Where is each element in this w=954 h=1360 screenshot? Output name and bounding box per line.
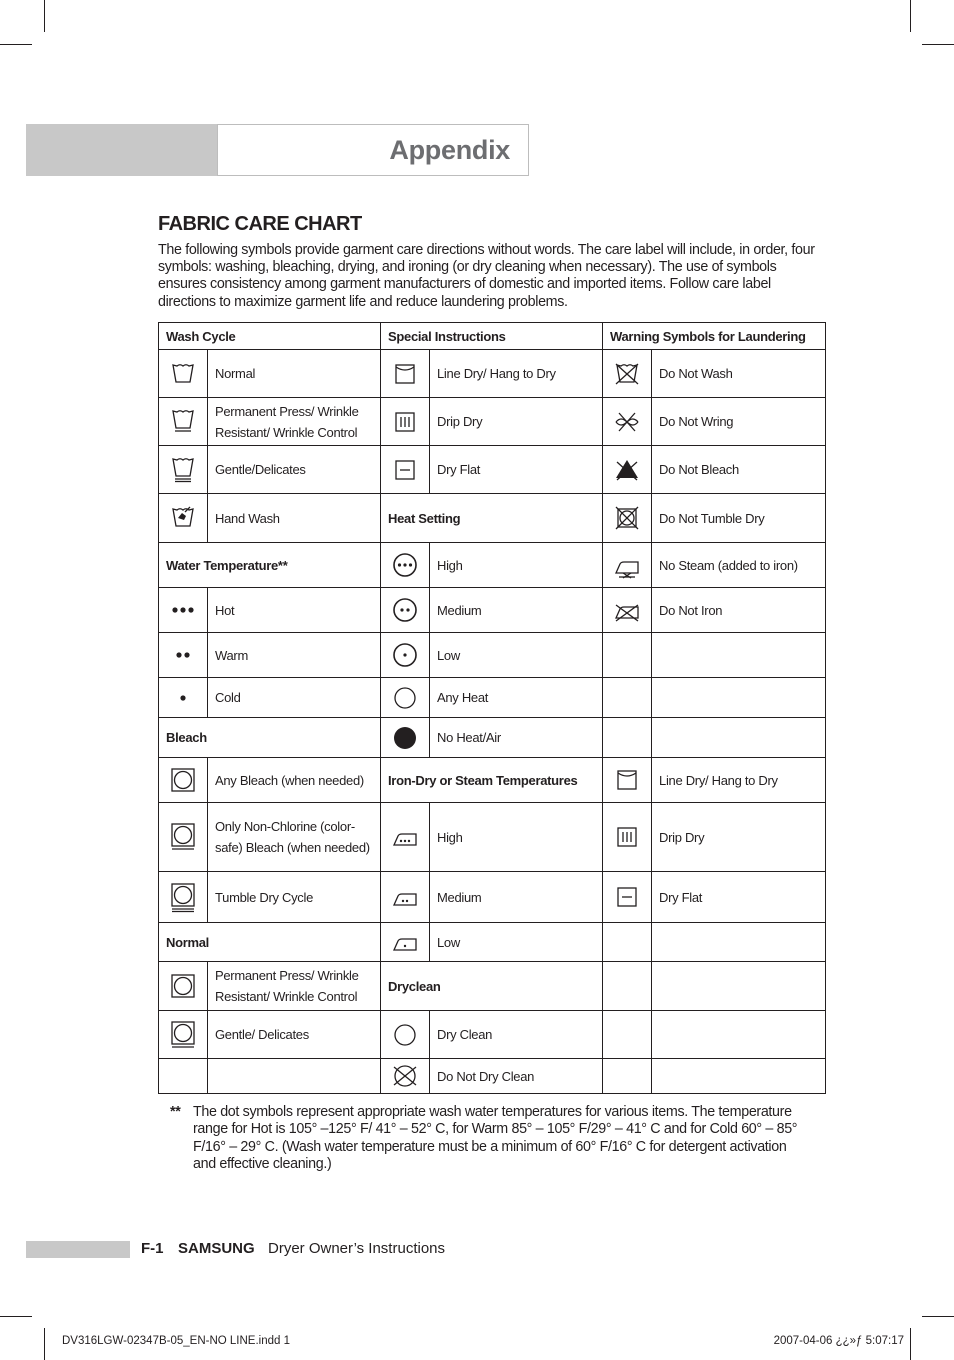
line-dry-icon bbox=[391, 360, 419, 388]
label-cell: No Steam (added to iron) bbox=[652, 543, 826, 588]
do-not-wring-icon bbox=[613, 408, 641, 436]
symbol-cell bbox=[603, 923, 652, 962]
symbol-cell bbox=[381, 446, 430, 494]
symbol-cell bbox=[159, 1059, 208, 1094]
symbol-cell bbox=[159, 962, 208, 1011]
brand-name: SAMSUNG bbox=[178, 1240, 255, 1257]
label-cell bbox=[652, 962, 826, 1011]
label-cell: Any Bleach (when needed) bbox=[208, 758, 381, 803]
label-cell: Low bbox=[430, 923, 603, 962]
symbol-cell bbox=[381, 633, 430, 678]
label-cell: Only Non-Chlorine (color-safe) Bleach (when needed) bbox=[208, 803, 381, 872]
table-row bbox=[159, 962, 826, 1011]
section-header-cell: Water Temperature** bbox=[159, 543, 381, 588]
label-cell: Dry Clean bbox=[430, 1011, 603, 1059]
label-cell bbox=[652, 1011, 826, 1059]
footnote-marker: ** bbox=[170, 1104, 181, 1120]
column-header: Special Instructions bbox=[381, 323, 603, 350]
three-dots-icon bbox=[169, 596, 197, 624]
slug-timestamp: 2007-04-06 ¿¿»ƒ 5:07:17 bbox=[773, 1335, 904, 1347]
symbol-cell bbox=[603, 803, 652, 872]
tumble-permanent-press-icon bbox=[169, 1019, 197, 1051]
symbol-cell bbox=[159, 446, 208, 494]
iron-high-icon bbox=[391, 823, 419, 851]
label-cell: Line Dry/ Hang to Dry bbox=[652, 758, 826, 803]
label-cell: Gentle/Delicates bbox=[208, 446, 381, 494]
two-dots-icon bbox=[169, 641, 197, 669]
table-row bbox=[159, 588, 826, 633]
label-cell: No Heat/Air bbox=[430, 718, 603, 758]
label-cell bbox=[208, 1059, 381, 1094]
document-title: Dryer Owner’s Instructions bbox=[268, 1240, 445, 1257]
drip-dry-icon bbox=[613, 823, 641, 851]
table-row bbox=[159, 350, 826, 398]
tumble-normal-icon bbox=[169, 766, 197, 794]
symbol-cell bbox=[159, 803, 208, 872]
symbol-cell bbox=[159, 633, 208, 678]
symbol-cell bbox=[381, 543, 430, 588]
label-cell: Do Not Bleach bbox=[652, 446, 826, 494]
table-row bbox=[159, 543, 826, 588]
label-cell bbox=[652, 1059, 826, 1094]
fabric-care-table bbox=[158, 322, 826, 1094]
table-row bbox=[159, 758, 826, 803]
label-cell: Medium bbox=[430, 588, 603, 633]
label-cell: Dry Flat bbox=[652, 872, 826, 923]
table-row bbox=[159, 633, 826, 678]
symbol-cell bbox=[159, 872, 208, 923]
tub-normal-icon bbox=[169, 360, 197, 388]
label-cell: Any Heat bbox=[430, 678, 603, 718]
section-header-cell: Bleach bbox=[159, 718, 381, 758]
tumble-dry-medium-icon bbox=[391, 596, 419, 624]
section-header-cell: Heat Setting bbox=[381, 494, 603, 543]
table-row bbox=[159, 872, 826, 923]
crop-mark bbox=[910, 1328, 911, 1360]
label-cell bbox=[652, 633, 826, 678]
label-cell: Drip Dry bbox=[652, 803, 826, 872]
symbol-cell bbox=[381, 350, 430, 398]
symbol-cell bbox=[603, 543, 652, 588]
tumble-dry-high-icon bbox=[391, 551, 419, 579]
tub-gentle-icon bbox=[169, 454, 197, 486]
symbol-cell bbox=[159, 1011, 208, 1059]
header-box bbox=[217, 124, 529, 176]
iron-low-icon bbox=[391, 928, 419, 956]
label-cell: High bbox=[430, 803, 603, 872]
label-cell: Line Dry/ Hang to Dry bbox=[430, 350, 603, 398]
crop-mark bbox=[0, 44, 32, 45]
table-header-row bbox=[159, 323, 826, 350]
section-header-cell: Dryclean bbox=[381, 962, 603, 1011]
label-cell: Permanent Press/ Wrinkle Resistant/ Wrinkle Control bbox=[208, 398, 381, 446]
label-cell: Do Not Wring bbox=[652, 398, 826, 446]
symbol-cell bbox=[381, 1011, 430, 1059]
table-row bbox=[159, 678, 826, 718]
symbol-cell bbox=[603, 633, 652, 678]
symbol-cell bbox=[381, 803, 430, 872]
symbol-cell bbox=[159, 350, 208, 398]
symbol-cell bbox=[381, 872, 430, 923]
label-cell: Warm bbox=[208, 633, 381, 678]
symbol-cell bbox=[603, 962, 652, 1011]
symbol-cell bbox=[159, 758, 208, 803]
crop-mark bbox=[44, 1328, 45, 1360]
do-not-iron-icon bbox=[613, 596, 641, 624]
table-row bbox=[159, 398, 826, 446]
page-title: Appendix bbox=[389, 135, 510, 165]
symbol-cell bbox=[603, 718, 652, 758]
label-cell: Gentle/ Delicates bbox=[208, 1011, 381, 1059]
tumble-normal-icon bbox=[169, 972, 197, 1000]
label-cell bbox=[652, 923, 826, 962]
symbol-cell bbox=[603, 872, 652, 923]
table-row bbox=[159, 718, 826, 758]
symbol-cell bbox=[603, 446, 652, 494]
label-cell: Do Not Dry Clean bbox=[430, 1059, 603, 1094]
table-row bbox=[159, 494, 826, 543]
label-cell bbox=[652, 678, 826, 718]
symbol-cell bbox=[381, 923, 430, 962]
dry-clean-icon bbox=[391, 1021, 419, 1049]
label-cell: Tumble Dry Cycle bbox=[208, 872, 381, 923]
line-dry-icon bbox=[613, 766, 641, 794]
section-intro: The following symbols provide garment care directions without words. The care label will include, in order, four symbols: washing, bleaching, drying, and ironing (or dry cleaning when necessary). The use of symbols ensures consistency among garment manufacturers of domestic and imported items. Follow care label directions to maximize garment life and reduce laundering problems. bbox=[158, 242, 815, 310]
table-row bbox=[159, 923, 826, 962]
symbol-cell bbox=[603, 398, 652, 446]
symbol-cell bbox=[159, 588, 208, 633]
table-row bbox=[159, 446, 826, 494]
tumble-dry-low-icon bbox=[391, 641, 419, 669]
symbol-cell bbox=[603, 1011, 652, 1059]
label-cell: Do Not Wash bbox=[652, 350, 826, 398]
do-not-bleach-icon bbox=[613, 456, 641, 484]
table-row bbox=[159, 803, 826, 872]
hand-wash-icon bbox=[169, 504, 197, 532]
section-header-cell: Normal bbox=[159, 923, 381, 962]
label-cell: Do Not Iron bbox=[652, 588, 826, 633]
symbol-cell bbox=[159, 398, 208, 446]
symbol-cell bbox=[603, 588, 652, 633]
symbol-cell bbox=[381, 678, 430, 718]
section-header-cell: Iron-Dry or Steam Temperatures bbox=[381, 758, 603, 803]
table-row bbox=[159, 1059, 826, 1094]
crop-mark bbox=[0, 1316, 32, 1317]
no-heat-air-icon bbox=[391, 724, 419, 752]
symbol-cell bbox=[381, 1059, 430, 1094]
label-cell: Hot bbox=[208, 588, 381, 633]
tumble-gentle-icon bbox=[169, 881, 197, 913]
footer-gray-bar bbox=[26, 1241, 130, 1258]
iron-medium-icon bbox=[391, 883, 419, 911]
crop-mark bbox=[44, 0, 45, 32]
page-number: F-1 bbox=[141, 1240, 164, 1257]
label-cell: Do Not Tumble Dry bbox=[652, 494, 826, 543]
symbol-cell bbox=[603, 758, 652, 803]
tub-permanent-press-icon bbox=[169, 406, 197, 438]
crop-mark bbox=[922, 1316, 954, 1317]
table-body bbox=[159, 323, 826, 1094]
crop-mark bbox=[910, 0, 911, 32]
tumble-permanent-press-icon bbox=[169, 821, 197, 853]
symbol-cell bbox=[381, 588, 430, 633]
label-cell: Normal bbox=[208, 350, 381, 398]
label-cell: Permanent Press/ Wrinkle Resistant/ Wrinkle Control bbox=[208, 962, 381, 1011]
table-row bbox=[159, 1011, 826, 1059]
symbol-cell bbox=[159, 494, 208, 543]
symbol-cell bbox=[603, 678, 652, 718]
do-not-wash-icon bbox=[613, 360, 641, 388]
footnote bbox=[170, 1104, 810, 1174]
drip-dry-icon bbox=[391, 408, 419, 436]
label-cell: High bbox=[430, 543, 603, 588]
dry-flat-icon bbox=[391, 456, 419, 484]
do-not-dry-clean-icon bbox=[391, 1062, 419, 1090]
label-cell: Low bbox=[430, 633, 603, 678]
do-not-tumble-dry-icon bbox=[613, 504, 641, 532]
column-header: Warning Symbols for Laundering bbox=[603, 323, 826, 350]
footnote-text: The dot symbols represent appropriate wash water temperatures for various items. The temperature range for Hot is 105° –125° F/ 41° – 52° C, for Warm 85° – 105° F/29° – 41° C and for Cold 60° – 85° F/16° – 29° C. (Wash water temperature must be a minimum of 60° F/16° C for detergent activation and effective cleaning.) bbox=[193, 1104, 798, 1173]
symbol-cell bbox=[381, 398, 430, 446]
crop-mark bbox=[922, 44, 954, 45]
label-cell bbox=[652, 718, 826, 758]
dry-flat-icon bbox=[613, 883, 641, 911]
label-cell: Medium bbox=[430, 872, 603, 923]
one-dot-icon bbox=[169, 684, 197, 712]
no-steam-icon bbox=[613, 551, 641, 579]
column-header: Wash Cycle bbox=[159, 323, 381, 350]
symbol-cell bbox=[159, 678, 208, 718]
slug-filename: DV316LGW-02347B-05_EN-NO LINE.indd 1 bbox=[62, 1335, 290, 1347]
section-title: FABRIC CARE CHART bbox=[158, 213, 362, 235]
header-gray-bar bbox=[26, 124, 218, 176]
label-cell: Drip Dry bbox=[430, 398, 603, 446]
label-cell: Cold bbox=[208, 678, 381, 718]
symbol-cell bbox=[381, 718, 430, 758]
symbol-cell bbox=[603, 1059, 652, 1094]
symbol-cell bbox=[603, 494, 652, 543]
symbol-cell bbox=[603, 350, 652, 398]
tumble-dry-any-heat-icon bbox=[391, 684, 419, 712]
label-cell: Hand Wash bbox=[208, 494, 381, 543]
label-cell: Dry Flat bbox=[430, 446, 603, 494]
